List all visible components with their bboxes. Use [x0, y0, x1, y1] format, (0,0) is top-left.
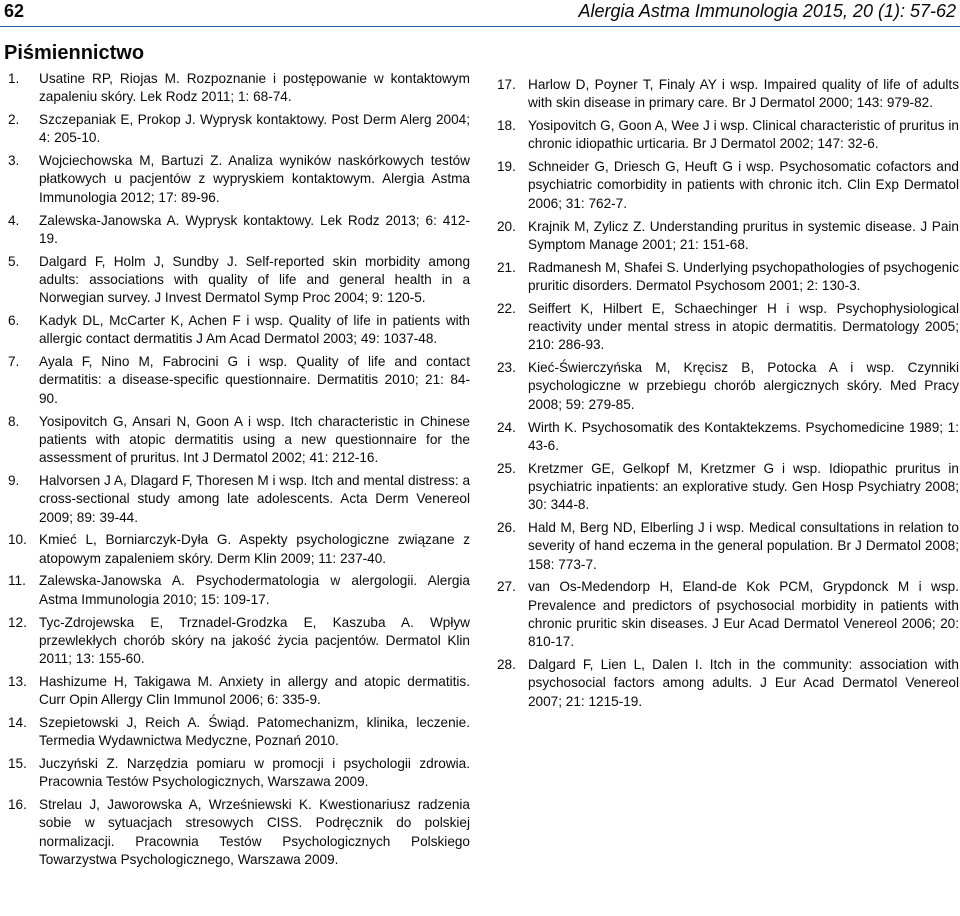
reference-text: Kmieć L, Borniarczyk-Dyła G. Aspekty psychologiczne związane z atopowym zapaleniem skóry. Derm Klin 2009; 11: 237-40. — [39, 532, 470, 566]
reference-text: van Os-Medendorp H, Eland-de Kok PCM, Grypdonck M i wsp. Prevalence and predictors of psychosocial morbidity in patients with chronic pruritic skin diseases. J Eur Acad Dermatol Venereol 2006; 20: 810-17. — [528, 579, 959, 650]
reference-list-right — [497, 76, 959, 716]
reference-number: 24. — [497, 419, 516, 435]
reference-item — [497, 578, 959, 651]
reference-text: Dalgard F, Holm J, Sundby J. Self-reported skin morbidity among adults: associations with quality of life and general health in a Norwegian survey. J Invest Dermatol Symp Proc 2004; 9: 120-5. — [39, 253, 470, 306]
reference-number: 22. — [497, 300, 516, 316]
reference-number: 28. — [497, 657, 516, 673]
reference-item — [8, 353, 470, 408]
reference-number: 3. — [8, 153, 20, 169]
reference-text: Seiffert K, Hilbert E, Schaechinger H i wsp. Psychophysiological reactivity under mental stress in atopic dermatitis. Dermatology 2005; 210: 286-93. — [528, 300, 959, 353]
reference-item — [8, 253, 470, 308]
reference-text: Kretzmer GE, Gelkopf M, Kretzmer G i wsp. Idiopathic pruritus in psychiatric inpatients: an explorative study. Gen Hosp Psychiatry 2008; 30: 344-8. — [528, 460, 959, 513]
reference-number: 18. — [497, 118, 516, 134]
reference-item — [497, 218, 959, 255]
reference-item — [8, 572, 470, 609]
reference-item — [8, 755, 470, 792]
reference-text: Dalgard F, Lien L, Dalen I. Itch in the community: association with psychosocial factors among adults. J Eur Acad Dermatol Venereol 2007; 21: 1215-19. — [528, 657, 959, 709]
reference-item — [497, 158, 959, 213]
reference-number: 12. — [8, 614, 27, 630]
reference-text: Halvorsen J A, Dlagard F, Thoresen M i wsp. Itch and mental distress: a cross-sectional study among late adolescents. Acta Derm Venereol 2009; 89: 39-44. — [39, 472, 470, 525]
reference-text: Krajnik M, Zylicz Z. Understanding pruritus in systemic disease. J Pain Symptom Manage 2001; 21: 151-68. — [528, 218, 959, 252]
reference-item — [497, 519, 959, 574]
reference-item — [497, 259, 959, 296]
reference-text: Kieć-Świerczyńska M, Kręcisz B, Potocka A i wsp. Czynniki psychologiczne w przebiegu chorób alergicznych skóry. Med Pracy 2008; 59: 279-85. — [528, 360, 959, 412]
reference-text: Usatine RP, Riojas M. Rozpoznanie i postępowanie w kontaktowym zapaleniu skóry. Lek Rodz 2011; 1: 68-74. — [39, 71, 470, 105]
reference-text: Schneider G, Driesch G, Heuft G i wsp. Psychosomatic cofactors and psychiatric comorbidity in patients with chronic itch. Clin Exp Dermatol 2006; 31: 762-7. — [528, 159, 959, 211]
reference-item — [497, 656, 959, 711]
page-number: 62 — [4, 1, 25, 21]
section-title: Piśmiennictwo — [4, 42, 145, 64]
reference-text: Radmanesh M, Shafei S. Underlying psychopathologies of psychogenic pruritic disorders. Dermatol Psychosom 2001; 2: 130-3. — [528, 259, 959, 293]
reference-number: 25. — [497, 460, 516, 476]
journal-citation: Alergia Astma Immunologia 2015, 20 (1): 57-62 — [578, 1, 956, 21]
reference-item — [8, 796, 470, 869]
reference-number: 4. — [8, 212, 20, 228]
reference-text: Wojciechowska M, Bartuzi Z. Analiza wyników naskórkowych testów płatkowych u pacjentów z wypryskiem kontaktowym. Alergia Astma Immunologia 2012; 17: 89-96. — [39, 153, 470, 205]
reference-item — [8, 673, 470, 710]
reference-number: 6. — [8, 313, 20, 329]
reference-number: 1. — [8, 71, 20, 86]
reference-number: 27. — [497, 579, 516, 595]
reference-text: Szepietowski J, Reich A. Świąd. Patomechanizm, klinika, leczenie. Termedia Wydawnictwa Medyczne, Poznań 2010. — [39, 715, 470, 749]
reference-number: 2. — [8, 112, 20, 128]
reference-text: Harlow D, Poyner T, Finaly AY i wsp. Impaired quality of life of adults with skin disease in primary care. Br J Dermatol 2000; 143: 979-82. — [528, 77, 959, 111]
reference-number: 14. — [8, 715, 27, 730]
reference-item — [8, 70, 470, 107]
reference-item — [497, 300, 959, 355]
header-rule — [0, 26, 960, 27]
reference-text: Hashizume H, Takigawa M. Anxiety in allergy and atopic dermatitis. Curr Opin Allergy Clin Immunol 2006; 6: 335-9. — [39, 673, 470, 708]
reference-number: 8. — [8, 413, 20, 429]
reference-number: 16. — [8, 797, 27, 813]
reference-item — [8, 312, 470, 349]
reference-text: Yosipovitch G, Ansari N, Goon A i wsp. Itch characteristic in Chinese patients with atopic dermatitis using a new questionnaire for the assessment of pruritus. Int J Dermatol 2002; 41: 212-16. — [39, 413, 470, 466]
reference-item — [8, 111, 470, 148]
reference-item — [497, 359, 959, 414]
reference-number: 19. — [497, 159, 516, 175]
reference-number: 20. — [497, 218, 516, 234]
reference-item — [8, 531, 470, 568]
reference-item — [8, 472, 470, 527]
reference-text: Yosipovitch G, Goon A, Wee J i wsp. Clinical characteristic of pruritus in chronic idiopathic urticaria. Br J Dermatol 2002; 147: 32-6. — [528, 118, 959, 152]
reference-number: 7. — [8, 354, 20, 370]
reference-number: 17. — [497, 77, 516, 92]
reference-item — [8, 614, 470, 669]
reference-text: Tyc-Zdrojewska E, Trznadel-Grodzka E, Kaszuba A. Wpływ przewlekłych chorób skóry na jakość życia pacjentów. Dermatol Klin 2011; 13: 155-60. — [39, 614, 470, 667]
reference-number: 21. — [497, 259, 516, 275]
reference-item — [8, 152, 470, 207]
reference-number: 15. — [8, 756, 27, 772]
reference-text: Hald M, Berg ND, Elberling J i wsp. Medical consultations in relation to severity of hand eczema in the general population. Br J Dermatol 2008; 158: 773-7. — [528, 520, 959, 572]
reference-item — [8, 212, 470, 249]
reference-text: Kadyk DL, McCarter K, Achen F i wsp. Quality of life in patients with allergic contact dermatitis J Am Acad Dermatol 2003; 49: 1037-48. — [39, 313, 470, 347]
reference-text: Szczepaniak E, Prokop J. Wyprysk kontaktowy. Post Derm Alerg 2004; 4: 205-10. — [39, 112, 470, 146]
reference-text: Zalewska-Janowska A. Psychodermatologia w alergologii. Alergia Astma Immunologia 2010; 15: 109-17. — [39, 573, 470, 607]
reference-item — [497, 76, 959, 113]
reference-text: Wirth K. Psychosomatik des Kontaktekzems. Psychomedicine 1989; 1: 43-6. — [528, 419, 959, 453]
reference-item — [497, 460, 959, 515]
reference-number: 13. — [8, 673, 27, 689]
reference-number: 11. — [8, 573, 26, 589]
reference-number: 10. — [8, 532, 27, 548]
reference-text: Strelau J, Jaworowska A, Wrześniewski K. Kwestionariusz radzenia sobie w sytuacjach stresowych CISS. Podręcznik do polskiej normalizacji. Pracownia Testów Psychologicznych Polskiego Towarzystwa Psychologicznego, Warszawa 2009. — [39, 797, 470, 868]
reference-number: 5. — [8, 253, 20, 269]
reference-item — [497, 117, 959, 154]
reference-text: Ayala F, Nino M, Fabrocini G i wsp. Quality of life and contact dermatitis: a disease-specific questionnaire. Dermatitis 2010; 21: 84-90. — [39, 354, 470, 406]
reference-item — [8, 413, 470, 468]
reference-item — [497, 419, 959, 456]
reference-item — [8, 714, 470, 751]
reference-list-left — [8, 70, 470, 874]
reference-text: Zalewska-Janowska A. Wyprysk kontaktowy. Lek Rodz 2013; 6: 412-19. — [39, 212, 470, 246]
page-header — [0, 0, 960, 26]
reference-number: 26. — [497, 520, 516, 536]
reference-number: 9. — [8, 472, 20, 488]
reference-text: Juczyński Z. Narzędzia pomiaru w promocji i psychologii zdrowia. Pracownia Testów Psychologicznych, Warszawa 2009. — [39, 756, 470, 790]
reference-number: 23. — [497, 360, 516, 376]
